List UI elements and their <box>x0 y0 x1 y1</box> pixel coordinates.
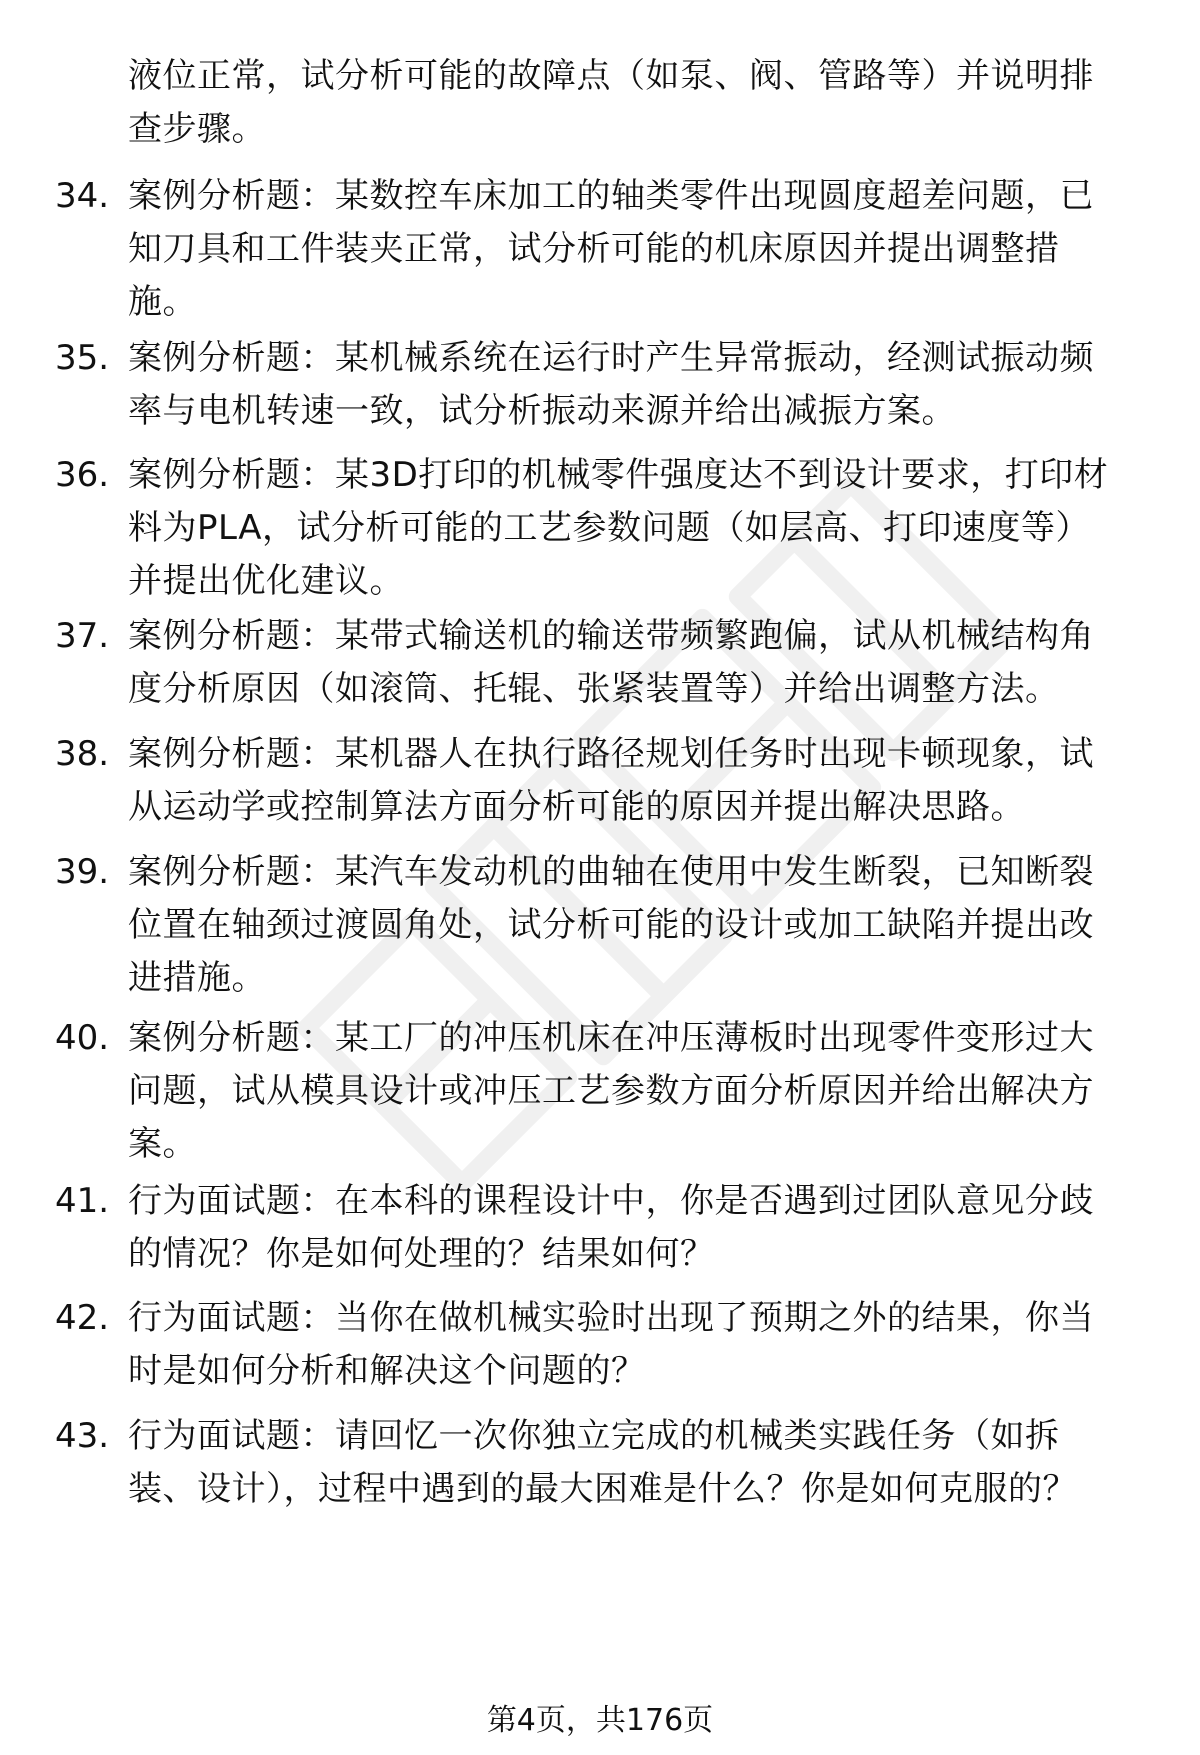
question-text: 行为面试题：当你在做机械实验时出现了预期之外的结果，你当 时是如何分析和解决这个问题的？ <box>128 1298 1094 1391</box>
question-text: 案例分析题：某汽车发动机的曲轴在使用中发生断裂，已知断裂 位置在轴颈过渡圆角处，试分析可能的设计或加工缺陷并提出改 进措施。 <box>128 852 1094 998</box>
question-number: 36. <box>55 455 110 495</box>
question-text: 案例分析题：某带式输送机的输送带频繁跑偏，试从机械结构角 度分析原因（如滚筒、托辊、张紧装置等）并给出调整方法。 <box>128 616 1094 709</box>
question-number: 43. <box>55 1416 110 1456</box>
question-number: 40. <box>55 1018 110 1058</box>
question-number: 35. <box>55 338 110 378</box>
page-number-footer: 第4页，共176页 <box>486 1703 714 1738</box>
question-number: 41. <box>55 1181 110 1221</box>
continuation-line-1: 液位正常，试分析可能的故障点（如泵、阀、管路等）并说明排 <box>128 56 1094 96</box>
question-text: 案例分析题：某3D打印的机械零件强度达不到设计要求，打印材 料为PLA，试分析可能的工艺参数问题（如层高、打印速度等） 并提出优化建议。 <box>128 455 1109 601</box>
question-text: 案例分析题：某数控车床加工的轴类零件出现圆度超差问题，已 知刀具和工件装夹正常，试分析可能的机床原因并提出调整措 施。 <box>128 176 1094 322</box>
question-number: 37. <box>55 616 110 656</box>
question-text: 案例分析题：某机器人在执行路径规划任务时出现卡顿现象，试 从运动学或控制算法方面分析可能的原因并提出解决思路。 <box>128 734 1094 827</box>
question-number: 39. <box>55 852 110 892</box>
continuation-line-2: 查步骤。 <box>128 109 266 149</box>
question-text: 案例分析题：某工厂的冲压机床在冲压薄板时出现零件变形过大 问题，试从模具设计或冲压工艺参数方面分析原因并给出解决方 案。 <box>128 1018 1094 1164</box>
question-text: 行为面试题：在本科的课程设计中，你是否遇到过团队意见分歧 的情况？你是如何处理的？结果如何？ <box>128 1181 1094 1274</box>
question-text: 行为面试题：请回忆一次你独立完成的机械类实践任务（如拆 装、设计），过程中遇到的最大困难是什么？你是如何克服的？ <box>128 1416 1077 1509</box>
question-text: 案例分析题：某机械系统在运行时产生异常振动，经测试振动频 率与电机转速一致，试分析振动来源并给出减振方案。 <box>128 338 1094 431</box>
question-number: 38. <box>55 734 110 774</box>
question-number: 42. <box>55 1298 110 1338</box>
question-number: 34. <box>55 176 110 216</box>
